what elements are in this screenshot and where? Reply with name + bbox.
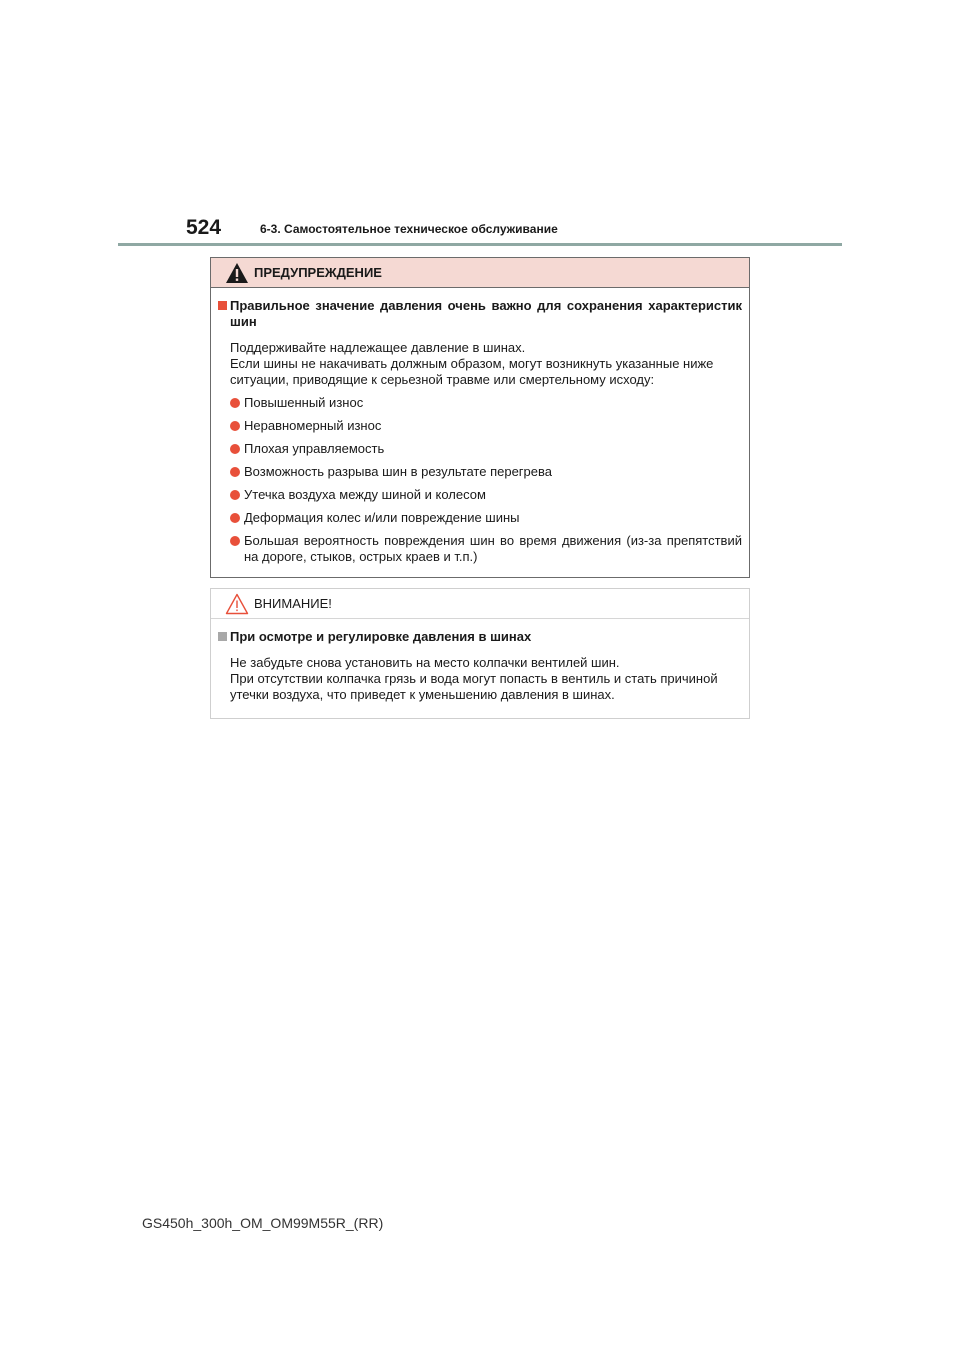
warning-label: ПРЕДУПРЕЖДЕНИЕ bbox=[254, 265, 382, 280]
square-bullet-icon bbox=[218, 632, 227, 641]
caution-header bbox=[211, 589, 749, 619]
list-item-text: Утечка воздуха между шиной и колесом bbox=[244, 487, 486, 502]
warning-topic bbox=[218, 298, 742, 330]
round-bullet-icon bbox=[230, 467, 240, 477]
list-item bbox=[230, 510, 742, 526]
list-item-text: Плохая управляемость bbox=[244, 441, 385, 456]
round-bullet-icon bbox=[230, 444, 240, 454]
list-item bbox=[230, 395, 742, 411]
list-item-text: Возможность разрыва шин в результате перегрева bbox=[244, 464, 553, 479]
list-item-text: Большая вероятность повреждения шин во время движения (из-за препятствий на дороге, стыков, острых краев и т.п.) bbox=[244, 533, 742, 564]
caution-triangle-icon bbox=[225, 593, 249, 615]
paragraph-line: При отсутствии колпачка грязь и вода могут попасть в вентиль и стать причиной утечки воздуха, что приведет к уменьшению давления в шинах. bbox=[230, 671, 718, 702]
warning-body bbox=[211, 288, 749, 565]
list-item bbox=[230, 487, 742, 503]
caution-body bbox=[211, 619, 749, 703]
caution-label: ВНИМАНИЕ! bbox=[254, 596, 332, 611]
caution-paragraph bbox=[218, 655, 742, 703]
paragraph-line: Не забудьте снова установить на место колпачки вентилей шин. bbox=[230, 655, 620, 670]
round-bullet-icon bbox=[230, 536, 240, 546]
round-bullet-icon bbox=[230, 490, 240, 500]
page-number: 524 bbox=[186, 216, 222, 239]
list-item bbox=[230, 464, 742, 480]
warning-header bbox=[211, 258, 749, 288]
warning-triangle-icon bbox=[225, 262, 249, 284]
list-item-text: Деформация колес и/или повреждение шины bbox=[244, 510, 520, 525]
section-title: 6-3. Самостоятельное техническое обслуживание bbox=[260, 222, 558, 236]
warning-box bbox=[210, 257, 750, 578]
caution-box bbox=[210, 588, 750, 719]
list-item-text: Повышенный износ bbox=[244, 395, 364, 410]
warning-bullet-list bbox=[218, 395, 742, 565]
caution-topic-text: При осмотре и регулировке давления в шинах bbox=[230, 629, 532, 644]
square-bullet-icon bbox=[218, 301, 227, 310]
header-rule bbox=[118, 243, 842, 246]
warning-topic-text: Правильное значение давления очень важно для сохранения характеристик шин bbox=[230, 298, 742, 329]
footer-doc-code: GS450h_300h_OM_OM99M55R_(RR) bbox=[142, 1215, 384, 1231]
list-item-text: Неравномерный износ bbox=[244, 418, 382, 433]
paragraph-line: Поддерживайте надлежащее давление в шинах. bbox=[230, 340, 526, 355]
round-bullet-icon bbox=[230, 398, 240, 408]
round-bullet-icon bbox=[230, 421, 240, 431]
list-item bbox=[230, 441, 742, 457]
caution-topic bbox=[218, 629, 742, 645]
list-item bbox=[230, 533, 742, 565]
warning-paragraph bbox=[218, 340, 742, 388]
paragraph-line: Если шины не накачивать должным образом, могут возникнуть указанные ниже ситуации, приводящие к серьезной травме или смертельному исходу: bbox=[230, 356, 714, 387]
round-bullet-icon bbox=[230, 513, 240, 523]
page-header bbox=[118, 214, 842, 248]
list-item bbox=[230, 418, 742, 434]
